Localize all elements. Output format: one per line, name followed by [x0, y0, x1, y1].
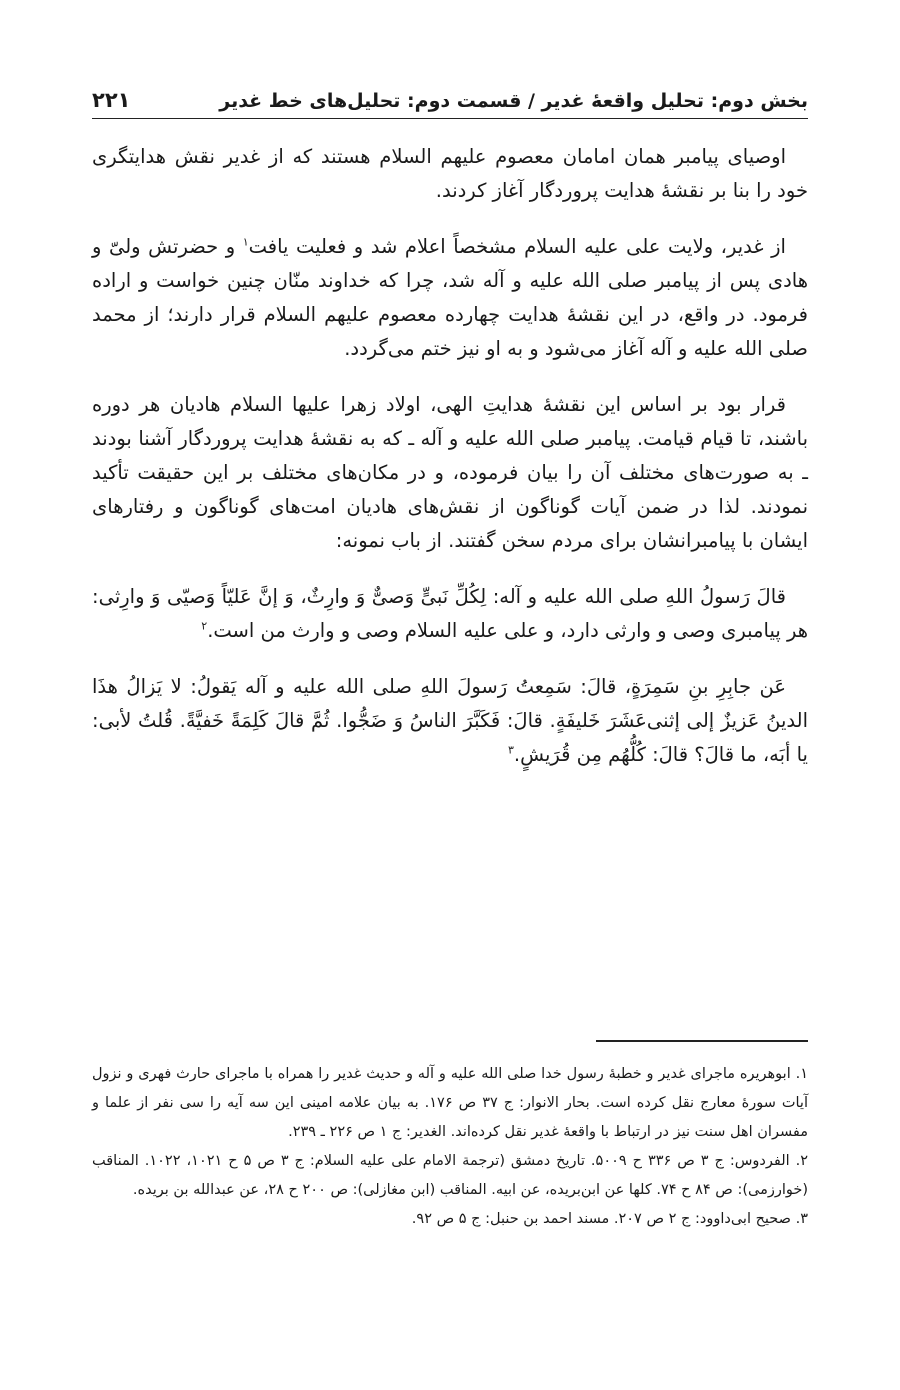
footnotes: [92, 1060, 808, 1234]
footnote-1: ۱. ابوهریره ماجرای غدیر و خطبهٔ رسول خدا صلی الله علیه و آله و حدیث غدیر را همراه با ماجرای حارث فهری و نزول آیات سورهٔ معارج نقل کرده است. بحار الانوار: ج ۳۷ ص ۱۷۶. به بیان علامه امینی این سه آیه را سی نفر از علما و مفسران اهل سنت نیز در ارتباط با واقعهٔ غدیر نقل کرده‌اند. الغدیر: ج ۱ ص ۲۲۶ ـ ۲۳۹.: [92, 1066, 808, 1140]
footnote-2: ۲. الفردوس: ج ۳ ص ۳۳۶ ح ۵۰۰۹. تاریخ دمشق (ترجمة الامام علی علیه السلام: ج ۳ ص ۵ ح ۱۰۲۱، ۱۰۲۲. المناقب (خوارزمی): ص ۸۴ ح ۷۴. کلها عن ابن‌بریده، عن ابیه. المناقب (ابن مغازلی): ص ۲۰۰ ح ۲۸، عن عبدالله بن بریده.: [92, 1153, 809, 1198]
paragraph-1: اوصیای پیامبر همان امامان معصوم علیهم السلام هستند که از غدیر نقش هدایتگری خود را بنا بر نقشهٔ هدایت پروردگار آغاز کردند.: [92, 145, 808, 202]
footnote-ref-1[interactable]: ۱: [242, 235, 249, 249]
hadith-quote-1: [92, 580, 808, 648]
footnote-3: ۳. صحیح ابی‌داوود: ج ۲ ص ۲۰۷. مسند احمد بن حنبل: ج ۵ ص ۹۲.: [411, 1211, 808, 1227]
hadith-quote-1-text: قالَ رَسولُ اللهِ صلی الله علیه و آله: لِکُلِّ نَبیٍّ وَصیٌّ وَ وارِثٌ، وَ إنَّ عَلیّاً وَصیّی وَ وارِثی: هر پیامبری وصی و وارثی دارد، و علی علیه السلام وصی و وارث من است.: [92, 585, 808, 642]
main-text: [92, 140, 808, 794]
hadith-quote-2: [92, 670, 808, 772]
footnote-divider: [596, 1040, 808, 1042]
footnote-ref-2[interactable]: ۲: [201, 619, 208, 633]
paragraph-2: [92, 230, 808, 366]
running-title: بخش دوم: تحلیل واقعهٔ غدیر / قسمت دوم: تحلیل‌های خط غدیر: [219, 90, 808, 112]
footnote-ref-3[interactable]: ۳: [507, 743, 514, 757]
page-number: ۲۲۱: [92, 88, 131, 112]
paragraph-2-end: و حضرتش ولیّ و هادی پس از پیامبر صلی الله علیه و آله شد، چرا که خداوند منّان چنین خواست و اراده فرمود. در واقع، در این نقشهٔ هدایت چهارده معصوم علیهم السلام قرار دارند؛ از محمد صلی الله علیه و آله آغاز می‌شود و به او نیز ختم می‌گردد.: [92, 235, 808, 360]
paragraph-3: قرار بود بر اساس این نقشهٔ هدایتِ الهی، اولاد زهرا علیها السلام هادیان هر دوره باشند، تا قیام قیامت. پیامبر صلی الله علیه و آله ـ که به نقشهٔ هدایت پروردگار آشنا بودند ـ به صورت‌های مختلف آن را بیان فرموده، و در مکان‌های مختلف بر این حقیقت تأکید نمودند. لذا در ضمن آیات گوناگون از نقش‌های هادیان امت‌های گوناگون و رفتارهای ایشان با پیامبرانشان برای مردم سخن گفتند. از باب نمونه:: [92, 393, 808, 552]
hadith-quote-2-text: عَن جابِرِ بنِ سَمِرَةٍ، قالَ: سَمِعتُ رَسولَ اللهِ صلی الله علیه و آله یَقولُ: لا یَزالُ هذَا الدینُ عَزیزٌ إلی إثنی‌عَشَرَ خَلیفَةٍ. قالَ: فَکَبَّرَ الناسُ وَ ضَجُّوا. ثُمَّ قالَ کَلِمَةً خَفیَّةً. قُلتُ لأبی: یا أبَه، ما قالَ؟ قالَ: کُلُّهُم مِن قُرَیشٍ.: [92, 675, 808, 766]
paragraph-2-start: از غدیر، ولایت علی علیه السلام مشخصاً اعلام شد و فعلیت یافت: [248, 235, 786, 258]
page-header: [92, 72, 808, 119]
